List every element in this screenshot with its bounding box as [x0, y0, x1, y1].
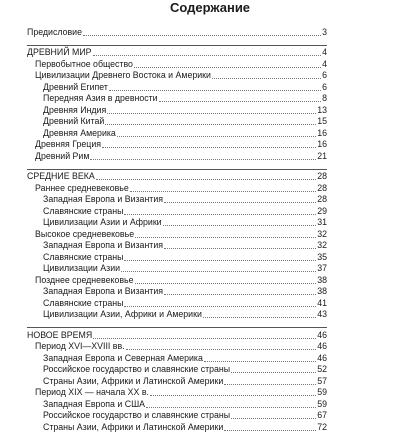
toc-entry-page-number: 28 — [317, 171, 327, 181]
toc-entry-label: Древний Китай — [43, 116, 105, 126]
dot-leader — [90, 159, 316, 160]
toc-entry-label: Западная Европа и Византия — [43, 194, 164, 204]
dot-leader — [134, 67, 321, 68]
toc-entry-label: Древняя Индия — [43, 104, 107, 115]
toc-entry-page-number: 15 — [317, 116, 327, 126]
dot-leader — [107, 113, 316, 114]
dot-leader — [93, 338, 316, 339]
section-gap — [27, 38, 327, 44]
page-title: Содержание — [169, 0, 251, 15]
dot-leader — [203, 317, 316, 318]
section-gap — [27, 320, 327, 326]
toc-section[interactable] — [27, 171, 327, 183]
toc-subchapter[interactable] — [27, 104, 327, 116]
toc-entry-page-number: 29 — [317, 205, 327, 216]
toc-subchapter[interactable] — [27, 251, 327, 263]
toc-entry-page-number: 6 — [322, 81, 327, 92]
dot-leader — [117, 136, 316, 137]
section-divider — [27, 45, 327, 46]
toc-chapter[interactable] — [27, 70, 327, 82]
dot-leader — [93, 55, 322, 56]
dot-leader — [224, 384, 316, 385]
dot-leader — [96, 179, 316, 180]
section-divider — [27, 327, 327, 328]
toc-entry-page-number: 16 — [317, 127, 327, 138]
toc-entry-page-number: 41 — [317, 297, 327, 308]
toc-subchapter[interactable] — [27, 410, 327, 422]
toc-entry-label: Цивилизации Азии — [43, 263, 121, 273]
toc-subchapter[interactable] — [27, 352, 327, 364]
toc-entry-page-number: 59 — [317, 398, 327, 409]
toc-entry-label: Раннее средневековье — [35, 182, 129, 193]
toc-entry-label: Славянские страны — [43, 205, 124, 216]
toc-chapter[interactable] — [27, 150, 327, 162]
toc-entry-label: Западная Европа и Византия — [43, 286, 164, 296]
toc-entry-page-number: 46 — [317, 341, 327, 351]
dot-leader — [124, 214, 316, 215]
toc-entry-page-number: 38 — [317, 274, 327, 285]
dot-leader — [164, 248, 316, 249]
toc-entry-page-number: 43 — [317, 309, 327, 319]
toc-subchapter[interactable] — [27, 217, 327, 229]
dot-leader — [130, 191, 316, 192]
dot-leader — [204, 361, 316, 362]
toc-entry-label: Цивилизации Азии и Африки — [43, 217, 162, 227]
toc-entry-page-number: 31 — [317, 217, 327, 227]
toc-entry-page-number: 67 — [317, 410, 327, 420]
dot-leader — [163, 225, 317, 226]
toc-chapter[interactable] — [27, 341, 327, 353]
toc-entry-page-number: 28 — [317, 182, 327, 193]
dot-leader — [150, 395, 316, 396]
toc-entry-label: Цивилизации Древнего Востока и Америки — [35, 70, 211, 80]
toc-subchapter[interactable] — [27, 81, 327, 93]
toc-entry-label: Древний Рим — [35, 150, 90, 161]
toc-entry-label: Период XVI—XVIII вв. — [35, 341, 125, 351]
dot-leader — [135, 237, 316, 238]
toc-subchapter[interactable] — [27, 398, 327, 410]
dot-leader — [83, 35, 321, 36]
toc-entry-label: Западная Европа и Северная Америка — [43, 352, 203, 363]
dot-leader — [146, 407, 316, 408]
toc-entry-label: ДРЕВНИЙ МИР — [27, 47, 92, 57]
toc-subchapter[interactable] — [27, 194, 327, 206]
toc-entry-page-number: 72 — [317, 421, 327, 432]
toc-entry-page-number: 37 — [317, 263, 327, 273]
toc-entry-page-number: 57 — [317, 375, 327, 386]
toc-section[interactable] — [27, 47, 327, 59]
dot-leader — [105, 124, 316, 125]
toc-entry-label: Славянские страны — [43, 297, 124, 308]
toc-chapter[interactable] — [27, 274, 327, 286]
toc-subchapter[interactable] — [27, 205, 327, 217]
toc-subchapter[interactable] — [27, 127, 327, 139]
dot-leader — [164, 294, 316, 295]
toc-chapter[interactable] — [27, 139, 327, 151]
toc-entry-label: Цивилизации Азии, Африки и Америки — [43, 309, 202, 319]
toc-subchapter[interactable] — [27, 263, 327, 275]
toc-entry-label: СРЕДНИЕ ВЕКА — [27, 171, 95, 181]
dot-leader — [224, 430, 316, 431]
toc-entry-page-number: 8 — [322, 93, 327, 103]
toc-entry-label: Славянские страны — [43, 251, 124, 262]
toc-section[interactable] — [27, 26, 327, 38]
toc-entry-label: Древняя Греция — [35, 139, 102, 149]
toc-subchapter[interactable] — [27, 364, 327, 376]
toc-entry-label: Российское государство и славянские страны — [43, 364, 231, 374]
dot-leader — [102, 147, 316, 148]
toc-entry-page-number: 21 — [317, 150, 327, 161]
toc-entry-label: Позднее средневековье — [35, 274, 134, 285]
toc-entry-label: Предисловие — [27, 26, 82, 37]
dot-leader — [109, 90, 321, 91]
toc-chapter[interactable] — [27, 58, 327, 70]
toc-entry-page-number: 46 — [317, 329, 327, 340]
dot-leader — [121, 271, 316, 272]
toc-entry-page-number: 32 — [317, 228, 327, 239]
toc-entry-label: Западная Европа и Византия — [43, 240, 164, 250]
dot-leader — [124, 306, 316, 307]
toc-entry-page-number: 35 — [317, 251, 327, 262]
dot-leader — [164, 202, 316, 203]
toc-subchapter[interactable] — [27, 116, 327, 128]
toc-entry-page-number: 16 — [317, 139, 327, 149]
table-of-contents — [27, 26, 327, 433]
dot-leader — [126, 349, 317, 350]
dot-leader — [124, 260, 316, 261]
toc-subchapter[interactable] — [27, 421, 327, 433]
toc-entry-label: Страны Азии, Африки и Латинской Америки — [43, 375, 224, 386]
toc-entry-label: Передняя Азия в древности — [43, 93, 158, 103]
dot-leader — [159, 101, 322, 102]
dot-leader — [135, 283, 317, 284]
toc-section[interactable] — [27, 329, 327, 341]
toc-subchapter[interactable] — [27, 297, 327, 309]
toc-entry-label: Древний Египет — [43, 81, 108, 92]
toc-chapter[interactable] — [27, 182, 327, 194]
section-divider — [27, 169, 327, 170]
toc-entry-label: НОВОЕ ВРЕМЯ — [27, 329, 93, 340]
toc-entry-page-number: 38 — [317, 286, 327, 296]
toc-subchapter[interactable] — [27, 93, 327, 105]
toc-entry-page-number: 4 — [322, 58, 327, 69]
toc-subchapter[interactable] — [27, 286, 327, 298]
toc-entry-page-number: 13 — [317, 104, 327, 115]
toc-entry-label: Первобытное общество — [35, 58, 133, 69]
toc-entry-label: Высокое средневековье — [35, 228, 135, 239]
toc-chapter[interactable] — [27, 387, 327, 399]
toc-entry-label: Период XIX — начала XX в. — [35, 387, 149, 397]
toc-entry-page-number: 3 — [322, 26, 327, 37]
toc-entry-page-number: 28 — [317, 194, 327, 204]
toc-entry-page-number: 46 — [317, 352, 327, 363]
toc-entry-page-number: 52 — [317, 364, 327, 374]
toc-entry-label: Страны Азии, Африки и Латинской Америки — [43, 421, 224, 432]
toc-entry-label: Древняя Америка — [43, 127, 116, 138]
toc-entry-label: Западная Европа и США — [43, 398, 146, 409]
toc-subchapter[interactable] — [27, 375, 327, 387]
toc-entry-page-number: 4 — [322, 47, 327, 57]
section-gap — [27, 162, 327, 168]
toc-subchapter[interactable] — [27, 309, 327, 321]
toc-subchapter[interactable] — [27, 240, 327, 252]
dot-leader — [231, 418, 316, 419]
toc-entry-label: Российское государство и славянские страны — [43, 410, 231, 420]
toc-entry-page-number: 6 — [322, 70, 327, 80]
toc-chapter[interactable] — [27, 228, 327, 240]
toc-entry-page-number: 59 — [317, 387, 327, 397]
dot-leader — [231, 372, 316, 373]
dot-leader — [212, 78, 321, 79]
toc-entry-page-number: 32 — [317, 240, 327, 250]
